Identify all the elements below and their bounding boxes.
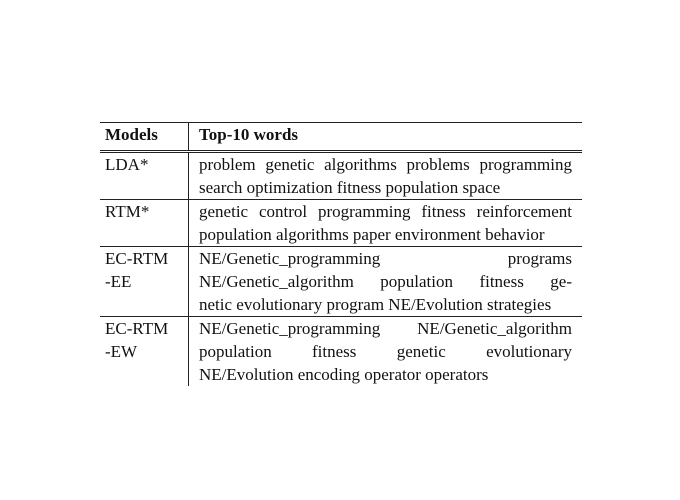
words-line: population algorithms paper environment behavior [199, 225, 545, 244]
model-name-suffix: -EE [105, 272, 132, 291]
model-name: EC-RTM [105, 319, 169, 338]
words-cell [189, 200, 583, 247]
model-cell [100, 317, 189, 387]
model-name: EC-RTM [105, 249, 169, 268]
model-cell [100, 247, 189, 317]
words-cell [189, 317, 583, 387]
words-line: problem genetic algorithms problems programming [199, 155, 572, 174]
words-line: NE/Genetic_programming programs [199, 249, 572, 268]
words-cell [189, 247, 583, 317]
words-line: NE/Genetic_programming NE/Genetic_algorithm [199, 319, 572, 338]
model-cell [100, 152, 189, 200]
table-row-ec-rtm-ew [100, 317, 582, 387]
table-row-lda [100, 152, 582, 200]
words-line: NE/Genetic_algorithm population fitness ge- [199, 272, 572, 291]
model-cell [100, 200, 189, 247]
header-top-words: Top-10 words [189, 123, 583, 152]
header-models: Models [100, 123, 189, 152]
top-words-table [100, 122, 582, 386]
model-name-suffix: -EW [105, 342, 138, 361]
model-name: LDA* [105, 155, 149, 174]
table-row-ec-rtm-ee [100, 247, 582, 317]
words-line: NE/Evolution encoding operator operators [199, 365, 489, 384]
table-header-row [100, 123, 582, 152]
model-name: RTM* [105, 202, 150, 221]
words-line: search optimization fitness population space [199, 178, 501, 197]
words-line: population fitness genetic evolutionary [199, 342, 572, 361]
words-line: genetic control programming fitness reinforcement [199, 202, 572, 221]
words-line: netic evolutionary program NE/Evolution strategies [199, 295, 552, 314]
words-cell [189, 152, 583, 200]
table-row-rtm [100, 200, 582, 247]
